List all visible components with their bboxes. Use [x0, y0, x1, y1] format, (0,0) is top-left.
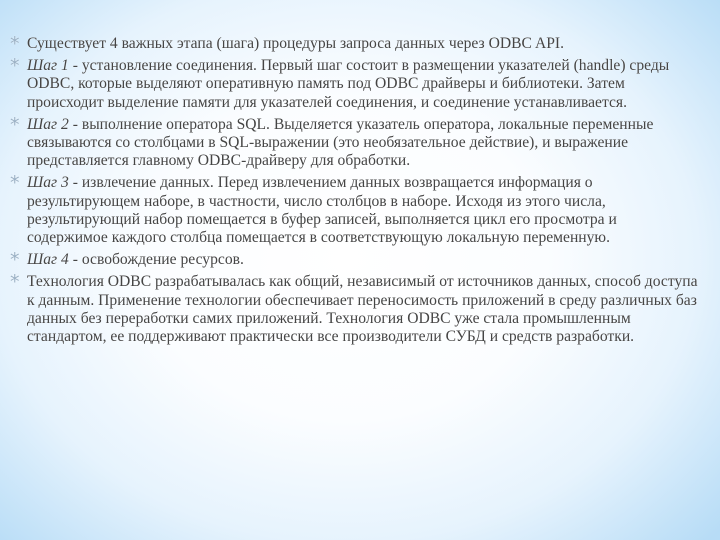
step-label: Шаг 2 -: [27, 115, 78, 133]
bullet-conclusion: [10, 273, 700, 346]
bullet-step-3: [10, 174, 700, 247]
bullet-intro: [10, 35, 700, 53]
star-bullet-icon: *: [10, 271, 20, 294]
bullet-text: извлечение данных. Перед извлечением данных возвращается информация о результирующем наборе, в частности, число столбцов в наборе. Исходя из этого числа, результирующий набор помещается в буфер записей, выполняется цикл его просмотра и содержимое каждого столбца помещается в соответствующую локальную переменную.: [27, 174, 617, 247]
star-bullet-icon: *: [10, 172, 20, 195]
step-label: Шаг 1 -: [27, 57, 78, 75]
bullet-step-1: [10, 57, 700, 112]
bullet-text: установление соединения. Первый шаг состоит в размещении указателей (handle) среды ODBC, которые выделяют оперативную память под ODBC драйверы и библиотеки. Затем происходит выделение памяти для указателей соединения, и соединение устанавливается.: [27, 57, 670, 111]
bullet-text: Существует 4 важных этапа (шага) процедуры запроса данных через ODBC API.: [27, 35, 564, 52]
star-bullet-icon: *: [10, 33, 20, 55]
bullet-text: выполнение оператора SQL. Выделяется указатель оператора, локальные переменные связываются со столбцами в SQL-выражении (это необязательное действие), и выражение представляется главному ODBC-драйверу для обработки.: [27, 115, 654, 170]
star-bullet-icon: *: [10, 113, 20, 136]
star-bullet-icon: *: [10, 55, 20, 78]
step-label: Шаг 3 -: [27, 174, 78, 192]
slide-body: [10, 35, 700, 350]
bullet-step-4: [10, 249, 700, 272]
bullet-step-2: [10, 113, 700, 171]
star-bullet-icon: *: [10, 249, 20, 272]
bullet-text: Технология ODBC разрабатывалась как общий, независимый от источников данных, способ доступа к данным. Применение технологии обеспечивает переносимость приложений в среду различных баз данных без переработки самих приложений. Технология ODBC уже стала промышленным стандартом, ее поддерживают практически все производители СУБД и средств разработки.: [27, 273, 698, 346]
bullet-text: освобождение ресурсов.: [77, 251, 244, 269]
step-label: Шаг 4 -: [27, 251, 78, 269]
